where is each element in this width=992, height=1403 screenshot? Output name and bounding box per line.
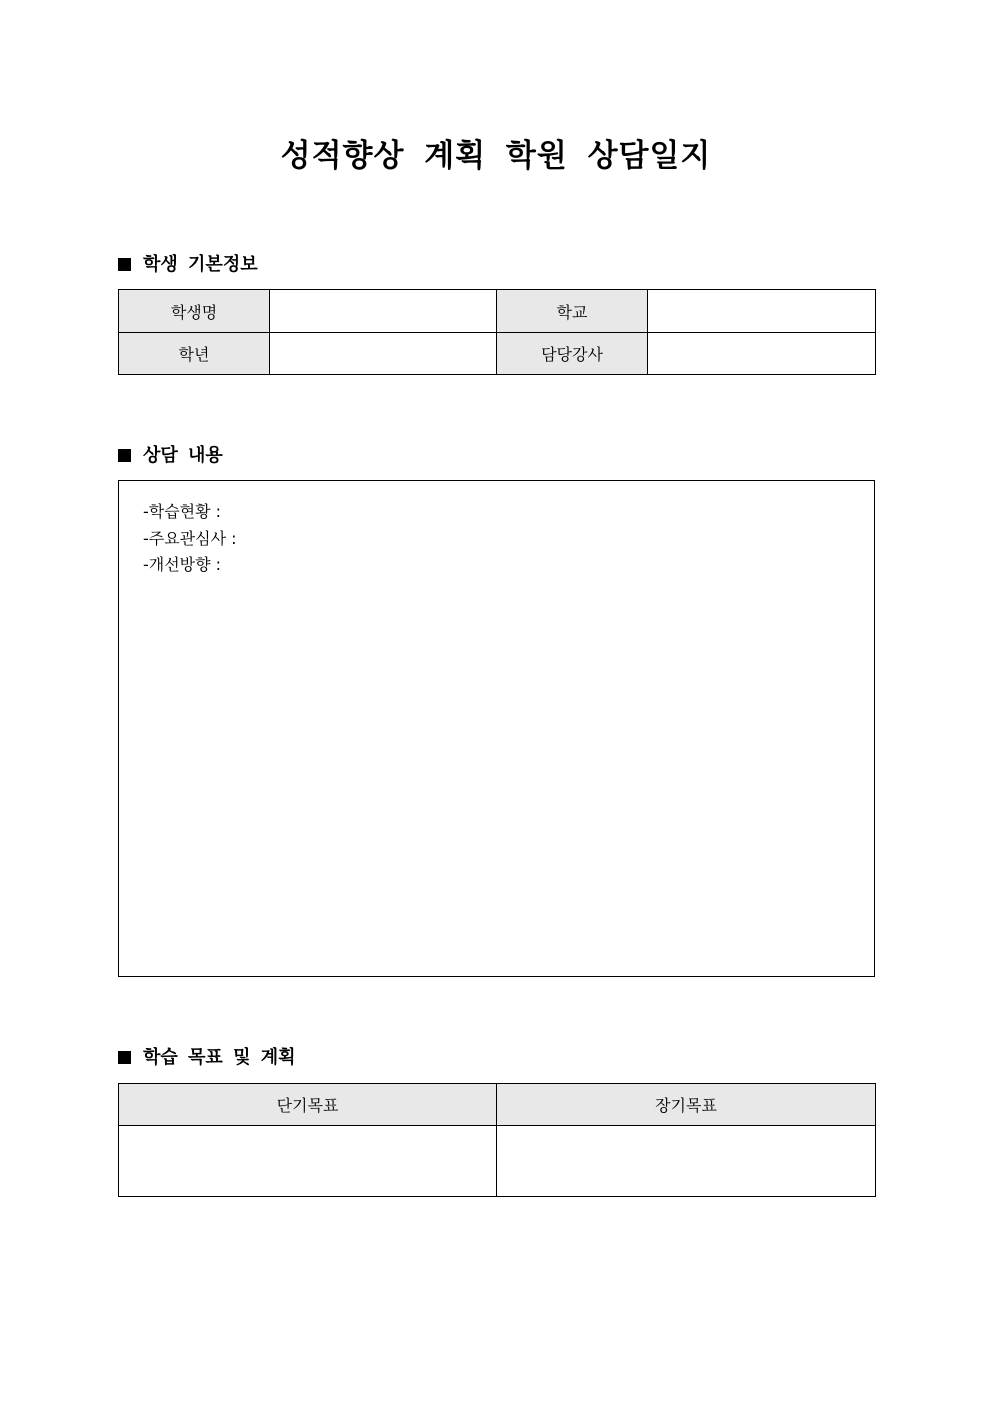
goals-heading-text: 학습 목표 및 계획 [143, 1047, 296, 1068]
goals-heading [118, 1045, 296, 1071]
improvement-direction-line: -개선방향 : [143, 555, 222, 574]
study-status-line: -학습현황 : [143, 502, 222, 521]
basic-info-row [119, 290, 876, 333]
teacher-label: 담당강사 [497, 333, 648, 375]
basic-info-row [119, 333, 876, 375]
basic-info-table [118, 289, 876, 375]
goals-header-row [119, 1084, 876, 1126]
short-term-goal-field[interactable] [119, 1126, 497, 1197]
basic-info-heading [118, 252, 258, 278]
square-bullet-icon [118, 258, 131, 271]
long-term-goal-header: 장기목표 [497, 1084, 876, 1126]
consultation-heading-text: 상담 내용 [143, 445, 223, 466]
consultation-heading [118, 443, 223, 469]
consultation-content-box[interactable] [118, 480, 875, 977]
school-field[interactable] [648, 290, 876, 333]
basic-info-heading-text: 학생 기본정보 [143, 254, 258, 275]
page-title: 성적향상 계획 학원 상담일지 [280, 138, 712, 174]
student-name-field[interactable] [270, 290, 497, 333]
grade-field[interactable] [270, 333, 497, 375]
grade-label: 학년 [119, 333, 270, 375]
long-term-goal-field[interactable] [497, 1126, 876, 1197]
square-bullet-icon [118, 449, 131, 462]
short-term-goal-header: 단기목표 [119, 1084, 497, 1126]
school-label: 학교 [497, 290, 648, 333]
consultation-lines [143, 499, 237, 579]
goals-table [118, 1083, 876, 1197]
square-bullet-icon [118, 1051, 131, 1064]
student-name-label: 학생명 [119, 290, 270, 333]
goals-value-row [119, 1126, 876, 1197]
teacher-field[interactable] [648, 333, 876, 375]
main-interest-line: -주요관심사 : [143, 528, 237, 548]
